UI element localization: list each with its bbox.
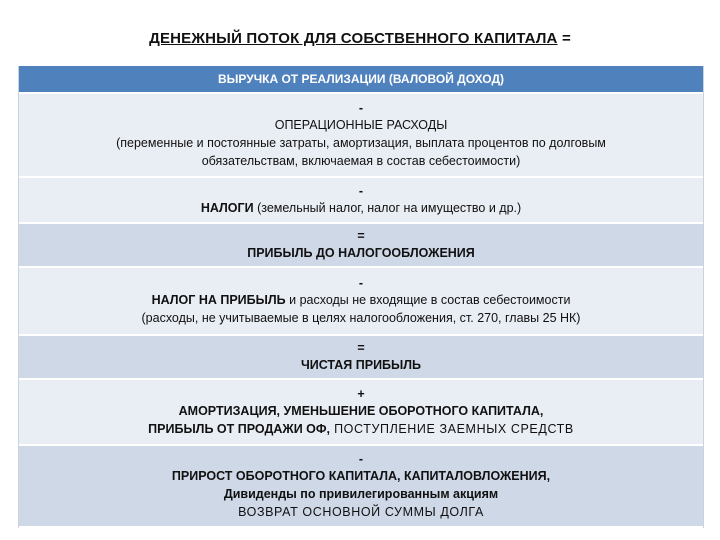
additions-line-1: АМОРТИЗАЦИЯ, УМЕНЬШЕНИЕ ОБОРОТНОГО КАПИТАЛА, (178, 404, 544, 418)
additions-borrowing: ПОСТУПЛЕНИЕ ЗАЕМНЫХ СРЕДСТВ (330, 422, 574, 436)
operator-minus: - (358, 184, 364, 198)
deductions-line-1: ПРИРОСТ ОБОРОТНОГО КАПИТАЛА, КАПИТАЛОВЛОЖЕНИЯ, (171, 469, 551, 483)
title-text: ДЕНЕЖНЫЙ ПОТОК ДЛЯ СОБСТВЕННОГО КАПИТАЛА (149, 30, 558, 47)
row-net-profit (19, 336, 703, 380)
row-income-tax (19, 268, 703, 336)
operating-expenses-note-1: (переменные и постоянные затраты, амортизация, выплата процентов по долговым (116, 136, 606, 150)
deductions-line-2: Дивиденды по привилегированным акциям (223, 487, 499, 501)
operator-minus: - (358, 452, 364, 466)
income-tax-note-2: (расходы, не учитываемые в целях налогообложения, ст. 270, главы 25 НК) (141, 311, 581, 325)
additions-asset-sale: ПРИБЫЛЬ ОТ ПРОДАЖИ ОФ, (148, 422, 331, 436)
row-revenue-header (19, 66, 703, 94)
operating-expenses-title: ОПЕРАЦИОННЫЕ РАСХОДЫ (274, 118, 448, 132)
row-taxes (19, 178, 703, 224)
operating-expenses-note-2: обязательствам, включаемая в состав себестоимости) (201, 154, 521, 168)
taxes-note: (земельный налог, налог на имущество и др.) (253, 201, 522, 215)
deductions-line-3: ВОЗВРАТ ОСНОВНОЙ СУММЫ ДОЛГА (238, 505, 484, 519)
taxes-line (19, 199, 703, 217)
income-tax-line (19, 291, 703, 309)
operator-minus: - (358, 101, 364, 115)
page-title (0, 30, 720, 47)
row-operating-expenses (19, 94, 703, 178)
operator-equals: = (357, 229, 365, 243)
title-equals: = (557, 30, 571, 47)
operator-plus: + (357, 387, 365, 401)
income-tax-title: НАЛОГ НА ПРИБЫЛЬ (151, 293, 286, 307)
taxes-title: НАЛОГИ (200, 201, 254, 215)
row-pretax-profit (19, 224, 703, 268)
row-deductions (19, 446, 703, 528)
additions-line-2 (19, 420, 703, 438)
cash-flow-table (18, 66, 704, 528)
revenue-label: ВЫРУЧКА ОТ РЕАЛИЗАЦИИ (ВАЛОВОЙ ДОХОД) (217, 72, 504, 86)
net-profit-title: ЧИСТАЯ ПРИБЫЛЬ (300, 358, 422, 372)
row-additions (19, 380, 703, 446)
operator-equals: = (357, 341, 365, 355)
income-tax-note: и расходы не входящие в состав себестоимости (285, 293, 571, 307)
pretax-profit-title: ПРИБЫЛЬ ДО НАЛОГООБЛОЖЕНИЯ (247, 246, 475, 260)
operator-minus: - (358, 276, 364, 290)
